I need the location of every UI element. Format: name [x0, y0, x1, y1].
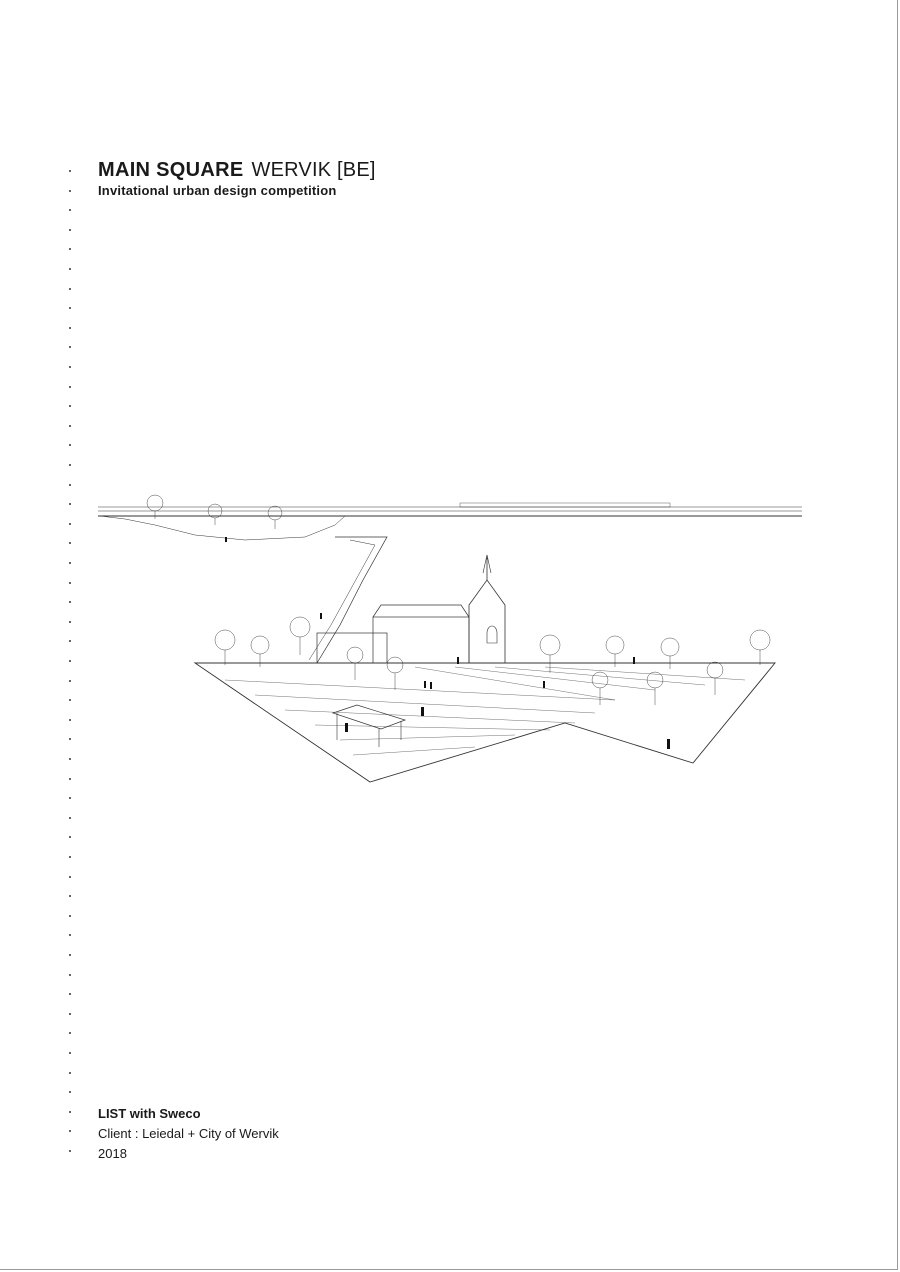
margin-dot: [69, 523, 71, 525]
credits-firm: LIST with Sweco: [98, 1106, 201, 1121]
title-main: MAIN SQUARE: [98, 159, 244, 181]
margin-dot: [69, 974, 71, 976]
margin-dot: [69, 856, 71, 858]
margin-dot: [69, 660, 71, 662]
margin-dot: [69, 915, 71, 917]
margin-dot: [69, 758, 71, 760]
margin-dot: [69, 1111, 71, 1113]
margin-dot: [69, 425, 71, 427]
margin-dot: [69, 1072, 71, 1074]
margin-dot: [69, 1150, 71, 1152]
margin-dot: [69, 1013, 71, 1015]
margin-dot: [69, 484, 71, 486]
margin-dot: [69, 170, 71, 172]
margin-dot: [69, 366, 71, 368]
margin-dot: [69, 680, 71, 682]
margin-dot: [69, 268, 71, 270]
margin-dot: [69, 817, 71, 819]
margin-dot: [69, 876, 71, 878]
margin-dot: [69, 719, 71, 721]
margin-dot: [69, 386, 71, 388]
margin-dot: [69, 582, 71, 584]
margin-dot: [69, 562, 71, 564]
page-title: [98, 158, 376, 182]
margin-dot: [69, 778, 71, 780]
margin-dot: [69, 621, 71, 623]
title-location: WERVIK [BE]: [251, 159, 376, 181]
credits-block: [98, 1104, 279, 1164]
credits-year: 2018: [98, 1146, 127, 1161]
margin-dot: [69, 1052, 71, 1054]
page-subtitle: Invitational urban design competition: [98, 183, 337, 198]
axonometric-drawing: [95, 485, 807, 790]
margin-dot: [69, 288, 71, 290]
margin-dot: [69, 327, 71, 329]
credits-client: Client : Leiedal + City of Wervik: [98, 1126, 279, 1141]
margin-dot: [69, 229, 71, 231]
margin-dot: [69, 190, 71, 192]
margin-dot: [69, 464, 71, 466]
margin-dot: [69, 954, 71, 956]
